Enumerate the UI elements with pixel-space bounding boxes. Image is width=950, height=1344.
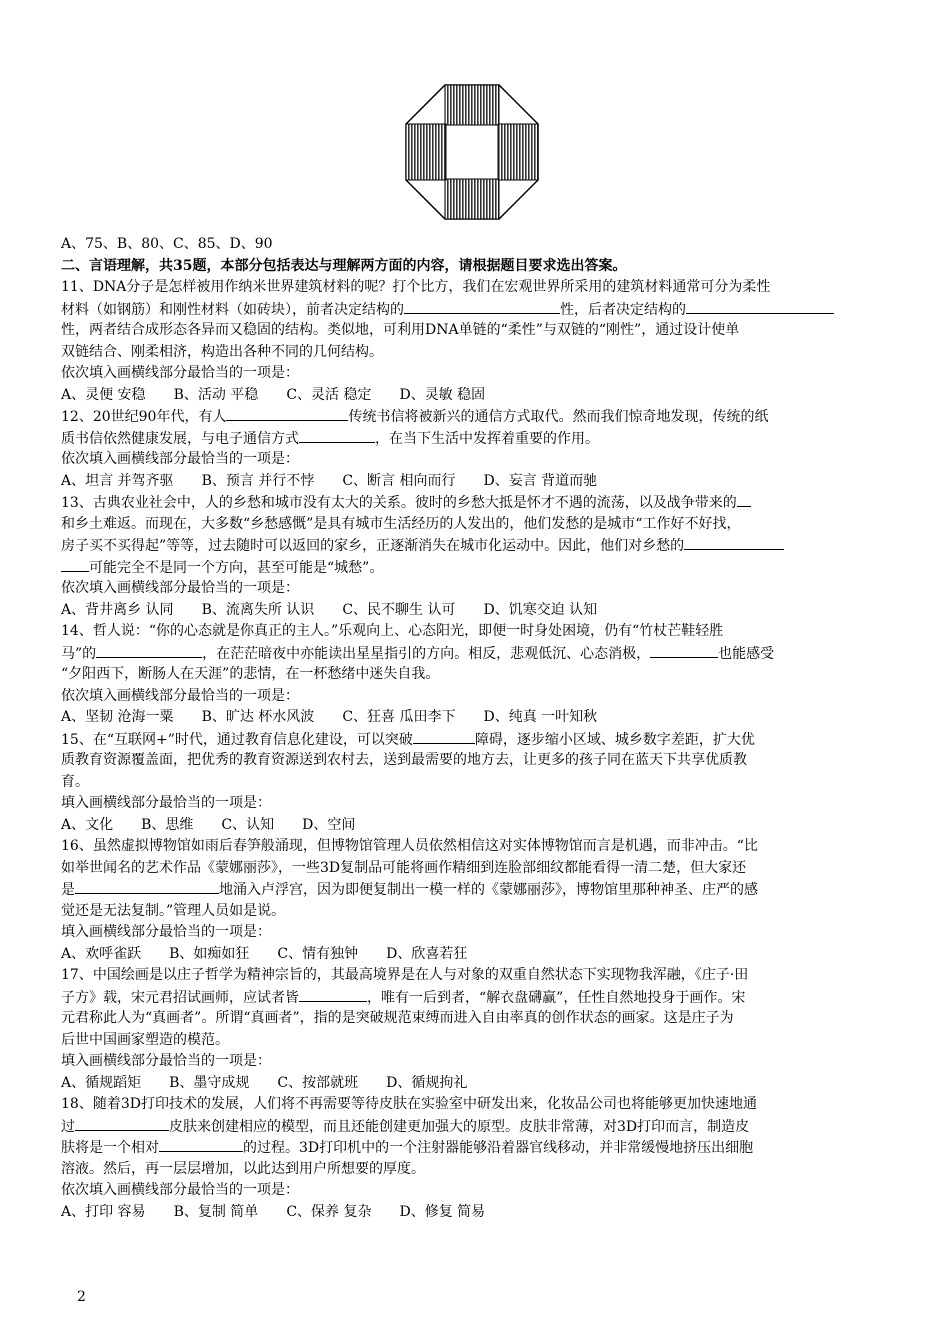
q12-text-b: 传统书信将被新兴的通信方式取代。然而我们惊奇地发现，传统的纸 bbox=[348, 409, 769, 425]
q17-blank bbox=[299, 987, 367, 1002]
q11-text-b: 性，后者决定结构的 bbox=[560, 301, 686, 318]
q11-option-b: B、活动 平稳 bbox=[173, 386, 259, 403]
q12-option-b: B、预言 并行不悖 bbox=[201, 472, 315, 489]
left-striped-square bbox=[406, 124, 446, 180]
q11-text-a: 材料（如钢筋）和刚性材料（如砖块），前者决定结构的 bbox=[61, 301, 404, 318]
q13-text-c: 可能完全不是同一个方向，甚至可能是“城愁”。 bbox=[89, 559, 384, 576]
q16-option-b: B、如痴如狂 bbox=[169, 945, 250, 962]
q14-options bbox=[61, 707, 916, 729]
q14-text-a: 马”的 bbox=[61, 645, 97, 662]
bottom-striped-square bbox=[445, 179, 499, 219]
q11-option-d: D、灵敏 稳固 bbox=[399, 386, 486, 403]
q13-line3 bbox=[61, 535, 916, 557]
q15-option-d: D、空间 bbox=[302, 816, 356, 833]
q18-line2 bbox=[61, 1116, 916, 1138]
q18-prompt: 依次填入画横线部分最恰当的一项是： bbox=[61, 1182, 299, 1198]
q13-option-c: C、民不聊生 认可 bbox=[342, 601, 456, 618]
q14-blank-2 bbox=[650, 643, 718, 658]
q11-line2 bbox=[61, 299, 916, 321]
q15-option-a: A、文化 bbox=[61, 816, 114, 833]
q16-line4: 觉还是无法复制。”管理人员如是说。 bbox=[61, 902, 286, 919]
q17-line4: 后世中国画家塑造的模范。 bbox=[61, 1031, 229, 1048]
q15-line1 bbox=[61, 729, 916, 751]
q17-options bbox=[61, 1073, 916, 1095]
q18-text-b: 皮肤来创建相应的模型，而且还能创建更加强大的原型。皮肤非常薄，对3D打印而言，制造皮 bbox=[169, 1118, 750, 1135]
q15-option-c: C、认知 bbox=[221, 816, 275, 833]
q14-line3: “夕阳西下，断肠人在天涯”的悲情，在一杯愁绪中迷失自我。 bbox=[61, 666, 440, 682]
q14-option-c: C、狂喜 瓜田李下 bbox=[342, 709, 456, 725]
q14-text-b: ，在茫茫暗夜中亦能读出星星指引的方向。相反，悲观低沉、心态消极， bbox=[202, 645, 651, 662]
q17-option-a: A、循规蹈矩 bbox=[61, 1074, 142, 1091]
page-number: 2 bbox=[77, 1289, 86, 1305]
q12-blank-2 bbox=[299, 428, 375, 443]
q14-blank-1 bbox=[96, 643, 202, 658]
q18-text-c: 肤将是一个相对 bbox=[61, 1140, 159, 1156]
q13-option-a: A、背井离乡 认同 bbox=[61, 601, 174, 618]
q18-option-a: A、打印 容易 bbox=[61, 1203, 146, 1220]
q12-option-a: A、坦言 并驾齐驱 bbox=[61, 472, 174, 489]
q17-text-b: ，唯有一后到者，“解衣盘礴赢”，任性自然地投身于画作。宋 bbox=[367, 989, 746, 1006]
q15-options bbox=[61, 815, 916, 837]
prev-answer-options: A、75、B、80、C、85、D、90 bbox=[61, 236, 273, 252]
q12-prompt: 依次填入画横线部分最恰当的一项是： bbox=[61, 451, 299, 467]
top-striped-square bbox=[445, 85, 499, 125]
q15-line3: 育。 bbox=[61, 773, 89, 790]
q14-text-c: 也能感受 bbox=[718, 645, 775, 662]
q16-options bbox=[61, 944, 916, 966]
q12-text-c: 质书信依然健康发展，与电子通信方式 bbox=[61, 430, 299, 447]
q16-option-d: D、欣喜若狂 bbox=[386, 945, 468, 962]
center-white-square bbox=[446, 125, 498, 179]
q18-line4: 溶液。然后，再一层层增加，以此达到用户所想要的厚度。 bbox=[61, 1160, 425, 1177]
q13-text-b: 房子买不买得起”等等，过去随时可以返回的家乡，正逐渐消失在城市化运动中。因此，他们对乡愁的 bbox=[61, 538, 685, 554]
right-striped-square bbox=[498, 124, 538, 180]
q11-options bbox=[61, 385, 916, 407]
q17-option-c: C、按部就班 bbox=[277, 1074, 359, 1091]
q17-line2 bbox=[61, 987, 916, 1009]
q11-blank-1 bbox=[404, 299, 560, 314]
q14-option-a: A、坚韧 沧海一粟 bbox=[61, 709, 174, 725]
q11-line4: 双链结合、刚柔相济，构造出各种不同的几何结构。 bbox=[61, 343, 383, 360]
q12-text-a: 12、20世纪90年代，有人 bbox=[61, 409, 227, 425]
q13-line1 bbox=[61, 492, 916, 514]
q12-blank-1 bbox=[226, 406, 348, 421]
q12-option-c: C、断言 相向而行 bbox=[342, 472, 456, 489]
q16-line1: 16、虽然虚拟博物馆如雨后春笋般涌现，但博物馆管理人员依然相信这对实体博物馆而言是机遇，而非冲击。“比 bbox=[61, 838, 758, 854]
q16-line3 bbox=[61, 879, 916, 901]
q11-line3: 性，两者结合成形态各异而又稳固的结构。类似地，可利用DNA单链的“柔性”与双链的“刚性”，通过设计使单 bbox=[61, 322, 740, 338]
q13-blank-2a bbox=[684, 535, 784, 550]
q18-blank-1 bbox=[75, 1116, 169, 1131]
q14-option-b: B、旷达 杯水风波 bbox=[201, 709, 315, 725]
q17-line3: 元君称此人为“真画者”。所谓“真画者”，指的是突破规范束缚而进入自由率真的创作状态的画家。这是庄子为 bbox=[61, 1010, 734, 1026]
q18-option-c: C、保养 复杂 bbox=[286, 1203, 372, 1220]
q18-line1: 18、随着3D打印技术的发展，人们将不再需要等待皮肤在实验室中研发出来，化妆品公司也将能够更加快速地通 bbox=[61, 1096, 757, 1112]
q15-text-a: 15、在“互联网+”时代，通过教育信息化建设，可以突破 bbox=[61, 731, 413, 748]
q18-option-d: D、修复 简易 bbox=[399, 1203, 486, 1220]
q13-text-a: 13、古典农业社会中，人的乡愁和城市没有太大的关系。彼时的乡愁大抵是怀才不遇的流荡，以及战争带来的 bbox=[61, 495, 737, 511]
q11-line1: 11、DNA分子是怎样被用作纳米世界建筑材料的呢？打个比方，我们在宏观世界所采用的建筑材料通常可分为柔性 bbox=[61, 279, 771, 295]
q15-text-b: 障碍，逐步缩小区域、城乡数字差距，扩大优 bbox=[474, 731, 755, 748]
q14-prompt: 依次填入画横线部分最恰当的一项是： bbox=[61, 687, 299, 704]
q13-prompt: 依次填入画横线部分最恰当的一项是： bbox=[61, 580, 299, 596]
q17-line1: 17、中国绘画是以庄子哲学为精神宗旨的，其最高境界是在人与对象的双重自然状态下实现物我浑融，《庄子·田 bbox=[61, 967, 749, 983]
q16-text-a: 是 bbox=[61, 882, 75, 898]
q13-options bbox=[61, 600, 916, 622]
q16-line2: 如举世闻名的艺术作品《蒙娜丽莎》，一些3D复制品可能将画作精细到连脸部细纹都能看得一清二楚，但大家还 bbox=[61, 859, 747, 876]
q16-blank bbox=[75, 879, 219, 894]
q16-prompt: 填入画横线部分最恰当的一项是： bbox=[61, 924, 271, 940]
q18-text-d: 的过程。3D打印机中的一个注射器能够沿着器官线移动，并非常缓慢地挤压出细胞 bbox=[243, 1140, 754, 1156]
q18-text-a: 过 bbox=[61, 1118, 75, 1135]
q13-line2: 和乡土难返。而现在，大多数“乡愁感慨”是具有城市生活经历的人发出的，他们发愁的是城市“工作好不好找， bbox=[61, 515, 741, 532]
q15-prompt: 填入画横线部分最恰当的一项是： bbox=[61, 795, 271, 811]
q13-blank-1a bbox=[737, 492, 751, 507]
q15-blank bbox=[413, 729, 475, 744]
q16-option-a: A、欢呼雀跃 bbox=[61, 945, 142, 962]
q12-line2 bbox=[61, 428, 916, 450]
q12-option-d: D、妄言 背道而驰 bbox=[483, 472, 598, 489]
q17-prompt: 填入画横线部分最恰当的一项是： bbox=[61, 1053, 271, 1069]
q13-option-b: B、流离失所 认识 bbox=[201, 601, 315, 618]
q12-line1 bbox=[61, 406, 916, 428]
q14-line1: 14、哲人说：“你的心态就是你真正的主人。”乐观向上、心态阳光，即便一时身处困境，仍有“竹杖芒鞋轻胜 bbox=[61, 623, 724, 639]
q18-line3 bbox=[61, 1137, 916, 1159]
q13-blank-2b bbox=[61, 557, 89, 572]
q16-text-b: 地涌入卢浮宫，因为即便复制出一模一样的《蒙娜丽莎》，博物馆里那种神圣、庄严的感 bbox=[219, 882, 758, 898]
q14-option-d: D、纯真 一叶知秋 bbox=[483, 709, 598, 725]
q17-option-b: B、墨守成规 bbox=[169, 1074, 250, 1091]
q11-prompt: 依次填入画横线部分最恰当的一项是： bbox=[61, 365, 299, 381]
q18-blank-2 bbox=[159, 1137, 243, 1152]
q13-option-d: D、饥寒交迫 认知 bbox=[483, 601, 598, 618]
section-heading: 二、言语理解，共35题，本部分包括表达与理解两方面的内容，请根据题目要求选出答案。 bbox=[61, 257, 627, 274]
q15-line2: 质教育资源覆盖面，把优秀的教育资源送到农村去，送到最需要的地方去，让更多的孩子同在蓝天下共享优质教 bbox=[61, 752, 747, 768]
q15-option-b: B、思维 bbox=[141, 816, 194, 833]
q17-text-a: 子方》载，宋元君招试画师，应试者皆 bbox=[61, 989, 299, 1006]
octagon-figure bbox=[405, 84, 539, 220]
q14-line2 bbox=[61, 643, 916, 665]
q11-option-a: A、灵便 安稳 bbox=[61, 386, 146, 403]
question-content bbox=[61, 234, 916, 1223]
q12-options bbox=[61, 471, 916, 493]
q11-option-c: C、灵活 稳定 bbox=[286, 386, 372, 403]
q12-text-d: ，在当下生活中发挥着重要的作用。 bbox=[375, 430, 599, 447]
q11-blank-2 bbox=[686, 299, 834, 314]
q16-option-c: C、情有独钟 bbox=[277, 945, 359, 962]
q17-option-d: D、循规拘礼 bbox=[386, 1074, 468, 1091]
q18-options bbox=[61, 1202, 916, 1224]
q13-line4 bbox=[61, 557, 916, 579]
q18-option-b: B、复制 简单 bbox=[173, 1203, 259, 1220]
